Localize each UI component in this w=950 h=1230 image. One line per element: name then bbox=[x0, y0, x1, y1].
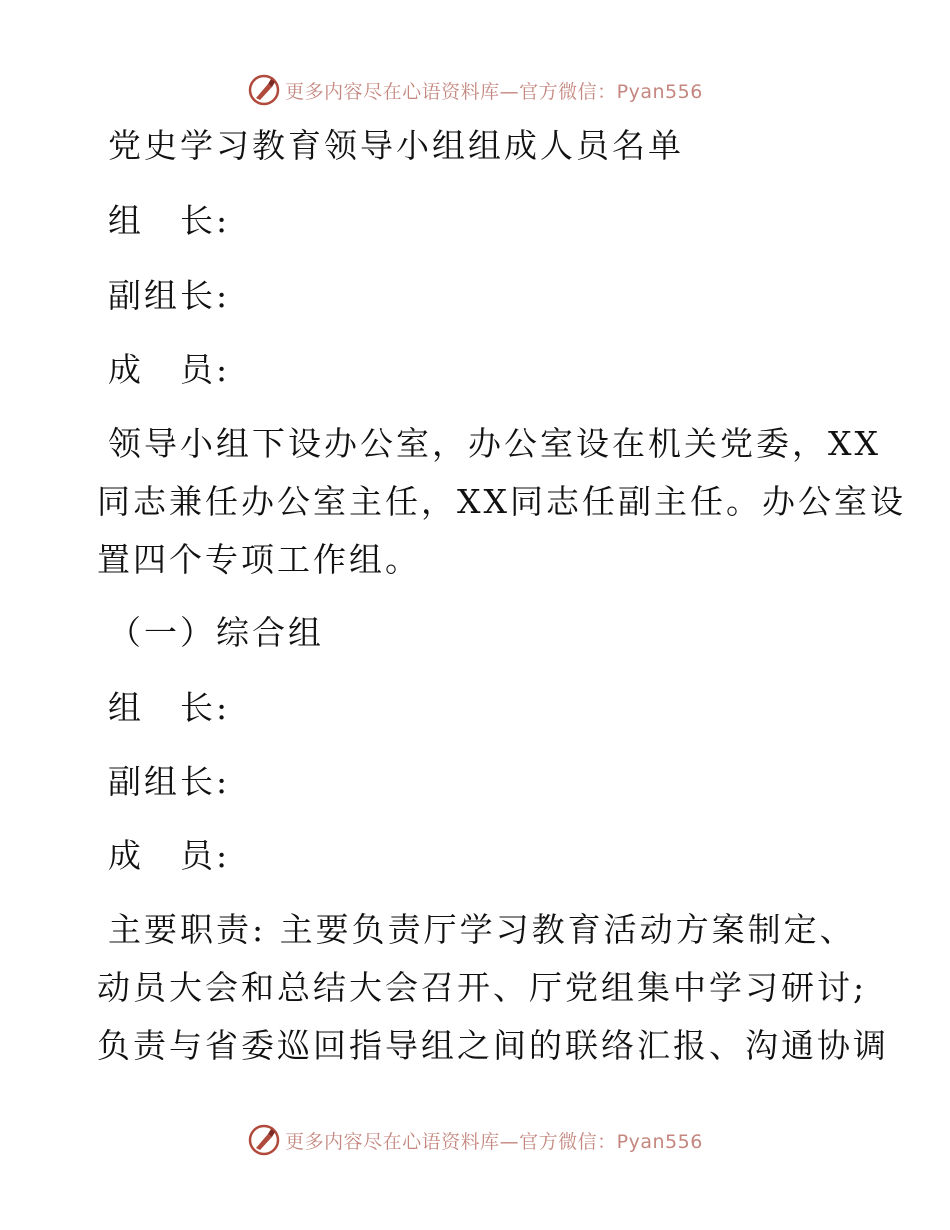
leader-label: 组 长: bbox=[108, 201, 231, 240]
document-title: 党史学习教育领导小组组成人员名单 bbox=[108, 126, 684, 165]
group1-heading: （一）综合组 bbox=[108, 613, 324, 652]
office-paragraph-line: 置四个专项工作组。 bbox=[97, 540, 421, 579]
pen-logo-icon bbox=[247, 1123, 281, 1157]
duty-paragraph-line: 负责与省委巡回指导组之间的联络汇报、沟通协调 bbox=[97, 1026, 889, 1065]
header-watermark-banner bbox=[0, 70, 950, 110]
pen-logo-icon bbox=[247, 73, 281, 107]
watermark-text: 更多内容尽在心语资料库—官方微信：Pyan556 bbox=[285, 1130, 703, 1153]
duty-paragraph-line: 主要职责: 主要负责厅学习教育活动方案制定、 bbox=[108, 910, 856, 949]
office-paragraph-line: 同志兼任办公室主任，XX同志任副主任。办公室设 bbox=[97, 482, 906, 521]
group1-members-label: 成 员: bbox=[108, 836, 231, 875]
deputy-leader-label: 副组长: bbox=[108, 276, 231, 315]
watermark-text: 更多内容尽在心语资料库—官方微信：Pyan556 bbox=[285, 80, 703, 103]
duty-paragraph-line: 动员大会和总结大会召开、厅党组集中学习研讨; bbox=[97, 968, 868, 1007]
footer-watermark-banner bbox=[0, 1120, 950, 1160]
members-label: 成 员: bbox=[108, 350, 231, 389]
group1-leader-label: 组 长: bbox=[108, 688, 231, 727]
office-paragraph-line: 领导小组下设办公室，办公室设在机关党委，XX bbox=[108, 424, 881, 463]
group1-deputy-label: 副组长: bbox=[108, 762, 231, 801]
